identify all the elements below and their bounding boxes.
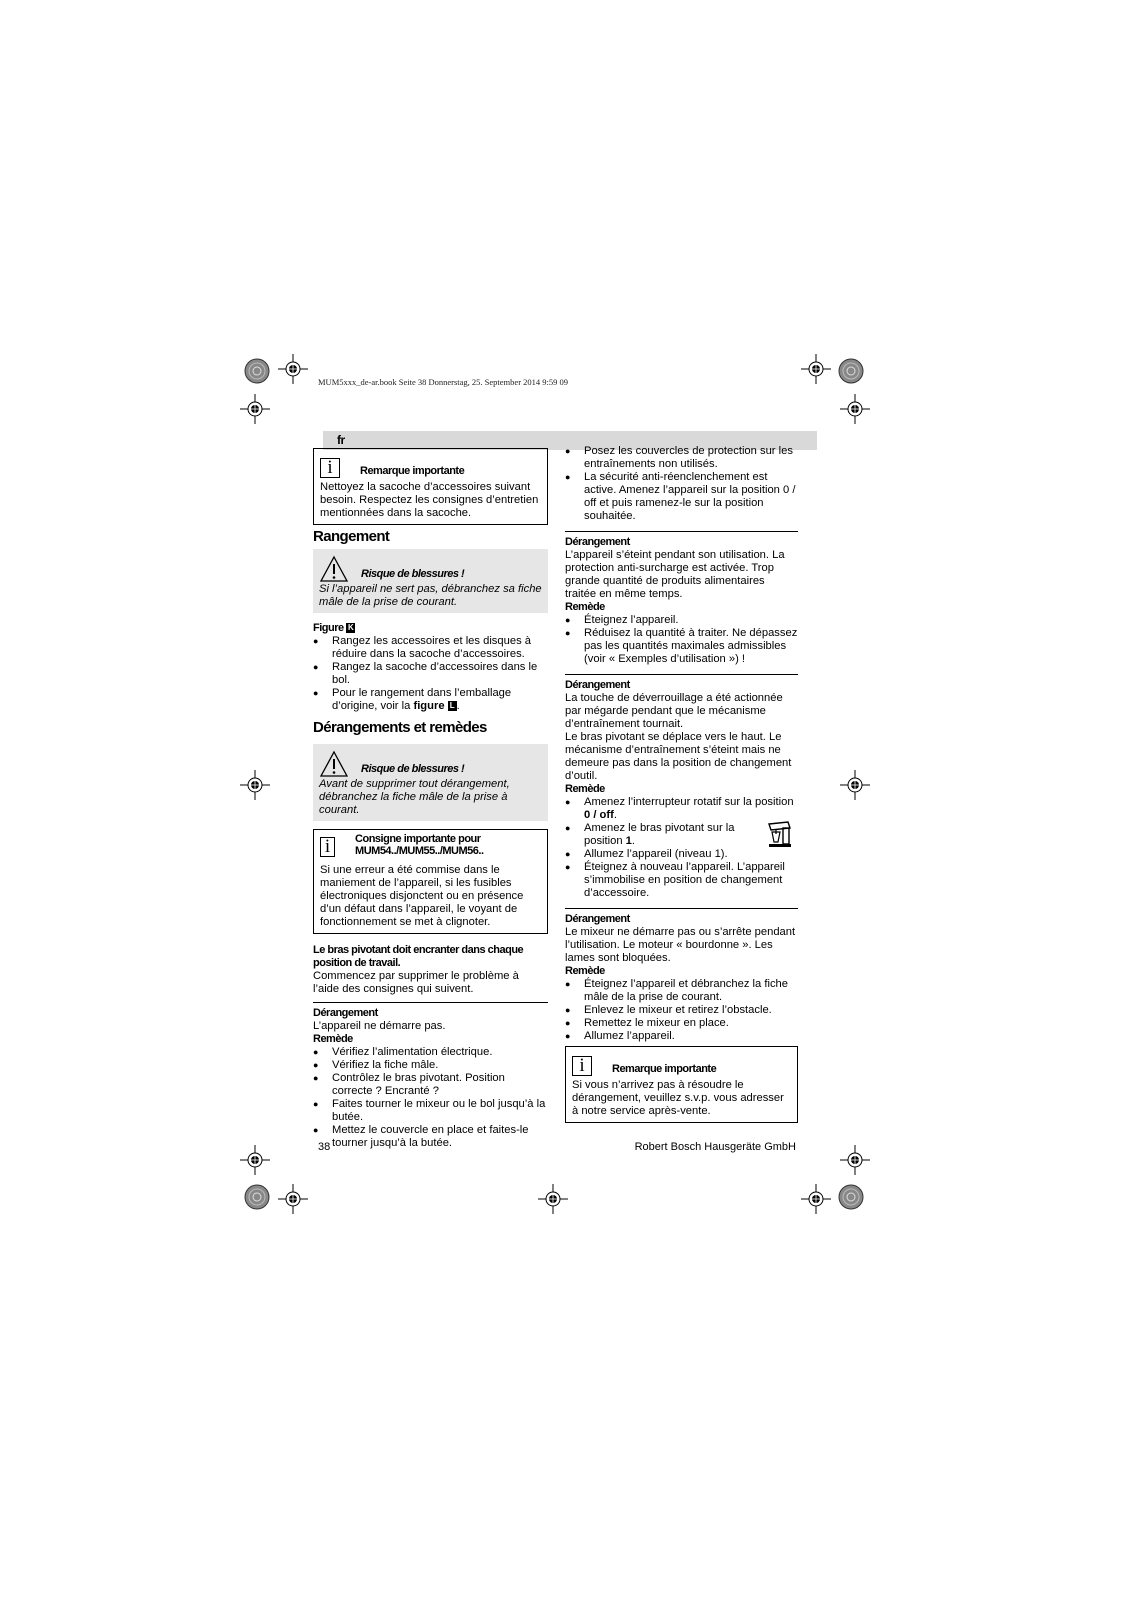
info-icon: i: [320, 837, 335, 857]
crosshair-mark: [840, 394, 870, 424]
warning-box: [313, 744, 548, 821]
list-item: ● Faites tourner le mixeur ou le bol jusqu’à la butée.: [313, 1098, 548, 1124]
warning-triangle-icon: [319, 555, 349, 583]
note-title: Consigne importante pour MUM54../MUM55../MUM56..: [355, 833, 484, 857]
trouble-text: Le mixeur ne démarre pas ou s’arrête pendant l’utilisation. Le moteur « bourdonne ». Les lames sont bloquées.: [565, 926, 796, 964]
remedy-title: Remède: [565, 601, 605, 613]
right-column: [565, 445, 798, 1123]
remedy-list: [565, 978, 798, 1043]
list-item: ● Rangez les accessoires et les disques à réduire dans la sacoche d’accessoires.: [313, 635, 548, 661]
crosshair-mark: [240, 770, 270, 800]
trouble-title: Dérangement: [565, 679, 630, 691]
footer-company: Robert Bosch Hausgeräte GmbH: [634, 1141, 796, 1153]
remedy-list: [565, 614, 798, 666]
note-text: Si une erreur a été commise dans le maniement de l’appareil, si les fusibles électroniques disjonctent ou en présence d’un défaut dans l’appareil, le voyant de fonctionnement se met à clignoter.: [320, 864, 524, 928]
registration-disc-mark: [836, 356, 866, 386]
trouble-text: L’appareil s’éteint pendant son utilisation. La protection anti-surcharge est activée. Trop grande quantité de produits alimentaires traitée en même temps.: [565, 549, 785, 600]
list-item: ● Réduisez la quantité à traiter. Ne dépassez pas les quantités maximales admissibles (voir « Exemples d’utilisation ») !: [565, 627, 798, 666]
section-heading-rangement: Rangement: [313, 528, 390, 545]
warning-text: Si l’appareil ne sert pas, débranchez sa fiche mâle de la prise de courant.: [319, 583, 542, 608]
list-item: ● Vérifiez la fiche mâle.: [313, 1059, 548, 1072]
page-number: 38: [318, 1141, 331, 1153]
paragraph: Commencez par supprimer le problème à l’aide des consignes qui suivent.: [313, 970, 519, 995]
mixer-arm-icon: [766, 818, 794, 848]
list-item: ● Vérifiez l’alimentation électrique.: [313, 1046, 548, 1059]
trouble-section: [565, 908, 798, 1043]
crosshair-mark: [240, 394, 270, 424]
trouble-section: [565, 531, 798, 666]
top-list: [565, 445, 798, 523]
list-item: ● Rangez la sacoche d’accessoires dans le bol.: [313, 661, 548, 687]
registration-disc-mark: [242, 356, 272, 386]
bold-paragraph: Le bras pivotant doit encranter dans chaque position de travail.: [313, 944, 524, 969]
figure-label: Figure K: [313, 622, 354, 634]
trouble-section: [565, 674, 798, 900]
list-item: ● Éteignez à nouveau l’appareil. L’appareil s’immobilise en position de changement d’accessoire.: [565, 861, 798, 900]
trouble-text: Le bras pivotant se déplace vers le haut. Le mécanisme d’entraînement s’éteint mais ne demeure pas dans la position de changement d’outil.: [565, 731, 792, 782]
note-text: Si vous n’arrivez pas à résoudre le dérangement, veuillez s.v.p. vous adresser à notre service après-vente.: [572, 1079, 784, 1117]
trouble-text: L’appareil ne démarre pas.: [313, 1020, 446, 1032]
info-icon: i: [320, 458, 340, 478]
section-heading-derangements: Dérangements et remèdes: [313, 719, 487, 736]
list-item: ● Amenez le bras pivotant sur la position 1.: [565, 822, 798, 848]
rangement-list: [313, 635, 548, 713]
trouble-title: Dérangement: [313, 1007, 378, 1019]
crosshair-mark: [801, 354, 831, 384]
registration-disc-mark: [242, 1182, 272, 1212]
left-column: [313, 448, 548, 1150]
note-text: Nettoyez la sacoche d’accessoires suivant besoin. Respectez les consignes d’entretien mentionnées dans la sacoche.: [320, 481, 539, 519]
crosshair-mark: [840, 1145, 870, 1175]
important-note-box: [313, 448, 548, 525]
list-item: ● Amenez l’interrupteur rotatif sur la position 0 / off.: [565, 796, 798, 822]
list-item: ● Pour le rangement dans l’emballage d’origine, voir la figure L .: [313, 687, 548, 713]
warning-box: [313, 549, 548, 613]
figure-letter-l: L: [448, 701, 457, 711]
language-code: fr: [337, 433, 345, 447]
crosshair-mark: [240, 1145, 270, 1175]
warning-title: Risque de blessures !: [361, 763, 465, 775]
remedy-title: Remède: [313, 1033, 353, 1045]
remedy-title: Remède: [565, 965, 605, 977]
crosshair-mark: [538, 1184, 568, 1214]
list-item: ● Contrôlez le bras pivotant. Position correcte ? Encranté ?: [313, 1072, 548, 1098]
remedy-title: Remède: [565, 783, 605, 795]
remedy-list: [565, 796, 798, 900]
list-item: ● Éteignez l’appareil et débranchez la fiche mâle de la prise de courant.: [565, 978, 798, 1004]
warning-title: Risque de blessures !: [361, 568, 465, 580]
list-item: ● Enlevez le mixeur et retirez l’obstacle.: [565, 1004, 798, 1017]
list-item: ● Remettez le mixeur en place.: [565, 1017, 798, 1030]
list-item: ● Mettez le couvercle en place et faites-le tourner jusqu’à la butée.: [313, 1124, 548, 1150]
trouble-title: Dérangement: [565, 913, 630, 925]
crosshair-mark: [278, 354, 308, 384]
note-title: Remarque importante: [612, 1063, 717, 1075]
warning-triangle-icon: [319, 750, 349, 778]
important-note-box: [565, 1046, 798, 1123]
info-icon: i: [572, 1056, 592, 1076]
note-title: Remarque importante: [360, 465, 465, 477]
crosshair-mark: [801, 1184, 831, 1214]
trouble-section: [313, 1002, 548, 1150]
important-notice-box: [313, 829, 548, 934]
warning-text: Avant de supprimer tout dérangement, débranchez la fiche mâle de la prise à courant.: [319, 778, 510, 816]
crosshair-mark: [840, 770, 870, 800]
list-item: ● Posez les couvercles de protection sur les entraînements non utilisés.: [565, 445, 798, 471]
figure-letter-k: K: [348, 623, 354, 633]
registration-disc-mark: [836, 1182, 866, 1212]
remedy-list: [313, 1046, 548, 1150]
list-item: ● Éteignez l’appareil.: [565, 614, 798, 627]
crosshair-mark: [278, 1184, 308, 1214]
trouble-title: Dérangement: [565, 536, 630, 548]
list-item: ● Allumez l’appareil (niveau 1).: [565, 848, 798, 861]
list-item: ● La sécurité anti-réenclenchement est active. Amenez l’appareil sur la position 0 / off et puis ramenez-le sur la position souhaitée.: [565, 471, 798, 523]
list-item: ● Allumez l’appareil.: [565, 1030, 798, 1043]
print-header-line: MUM5xxx_de-ar.book Seite 38 Donnerstag, 25. September 2014 9:59 09: [318, 377, 569, 387]
trouble-text: La touche de déverrouillage a été actionnée par mégarde pendant que le mécanisme d’entraînement tournait.: [565, 692, 783, 730]
